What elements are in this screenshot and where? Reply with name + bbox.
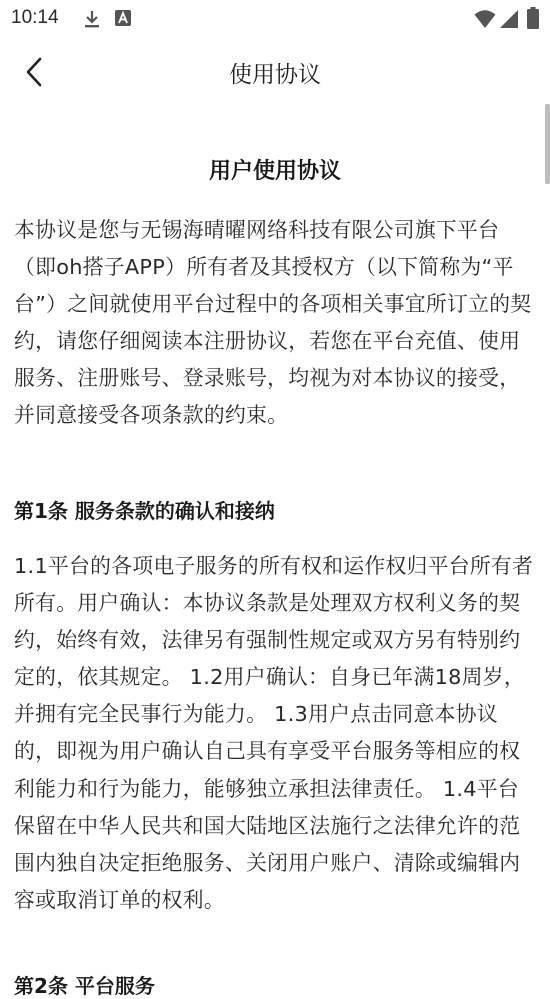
document-title: 用户使用协议	[208, 159, 341, 184]
app-bar	[0, 40, 550, 104]
section-heading-2: 第2条 平台服务	[14, 974, 155, 998]
cell-signal-icon	[499, 9, 519, 33]
agreement-content[interactable]	[0, 104, 550, 998]
battery-icon	[527, 7, 539, 33]
page-title: 使用协议	[229, 62, 321, 88]
status-time: 10:14	[11, 7, 59, 28]
wifi-icon	[474, 9, 496, 33]
section-body-1: 1.1平台的各项电子服务的所有权和运作权归平台所有者所有。用户确认：本协议条款是处理双方权利义务的契约，始终有效，法律另有强制性规定或双方另有特别约定的，依其规定。 1.2用户确认：自身已年满18周岁，并拥有完全民事行为能力。 1.3用户点击同意本协议的，即视为用户确认自己具有享受平台服务等相应的权利能力和行为能力，能够独立承担法律责任。 1.4平台保留在中华人民共和国大陆地区法施行之法律允许的范围内独自决定拒绝服务、关闭用户账户、清除或编辑内容或取消订单的权利。	[14, 554, 534, 912]
status-bar	[0, 0, 550, 40]
section-heading-1: 第1条 服务条款的确认和接纳	[14, 499, 275, 523]
intro-paragraph: 本协议是您与无锡海晴曜网络科技有限公司旗下平台（即oh搭子APP）所有者及其授权方（以下简称为“平台”）之间就使用平台过程中的各项相关事宜所订立的契约，请您仔细阅读本注册协议，若您在平台充值、使用服务、注册账号、登录账号，均视为对本协议的接受，并同意接受各项条款的约束。	[14, 218, 532, 428]
app-notification-icon	[114, 9, 132, 31]
download-icon	[82, 9, 102, 33]
